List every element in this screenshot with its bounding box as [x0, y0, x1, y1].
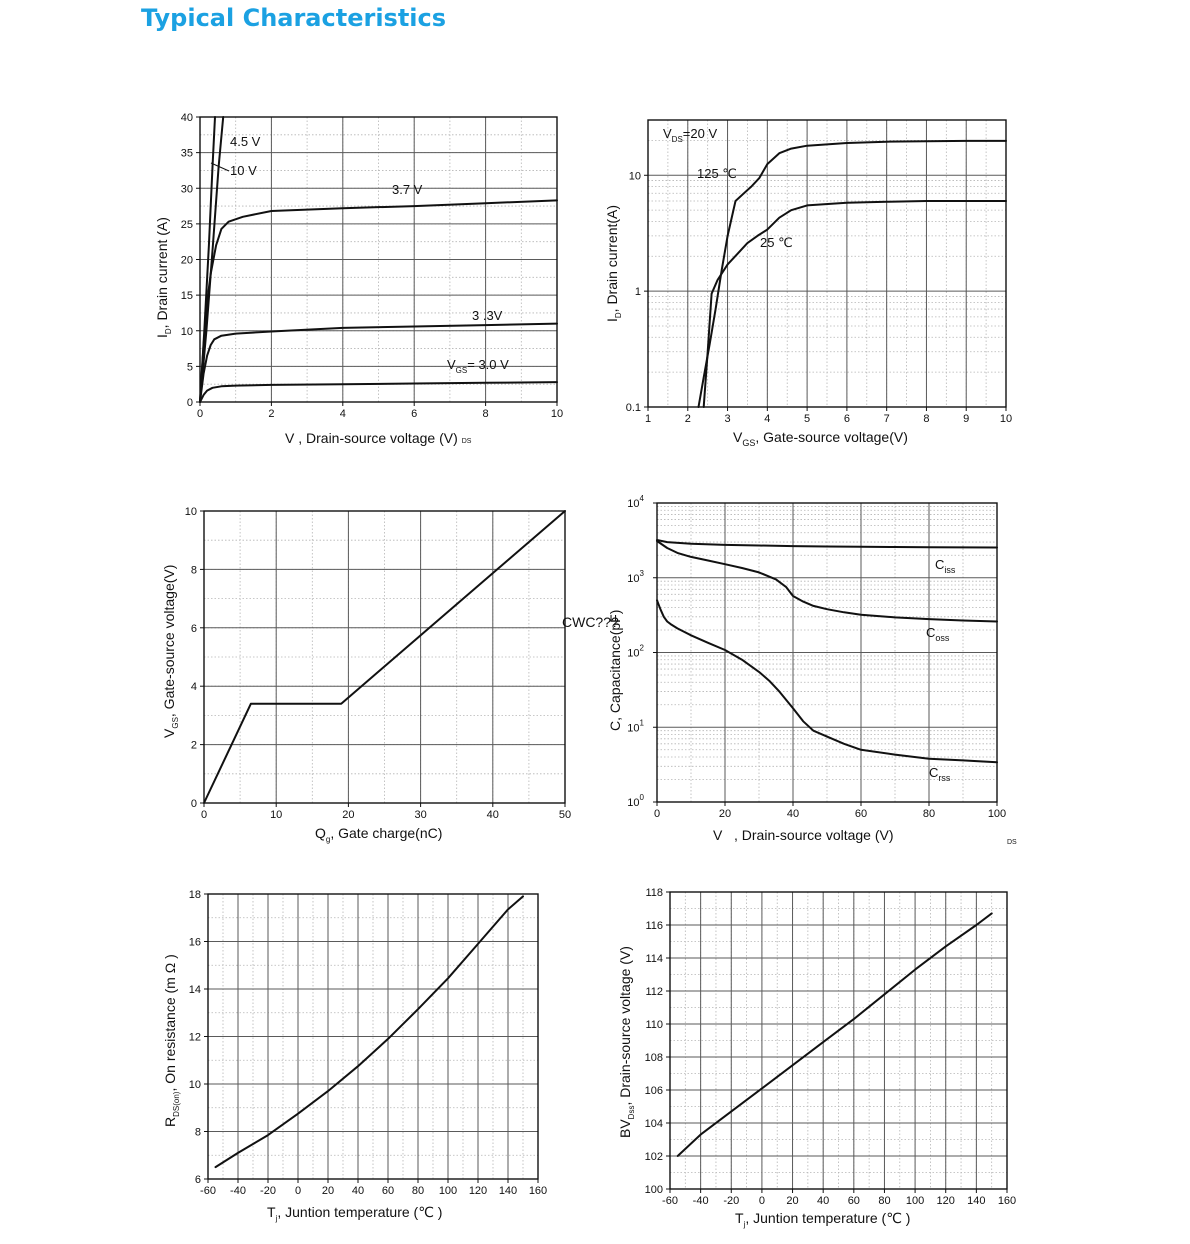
y-axis-label — [154, 217, 173, 338]
chart-ticks — [181, 112, 563, 420]
y-tick-label: $10^1$ — [627, 718, 644, 735]
x-tick-label: 0 — [196, 408, 204, 420]
y-axis-label-r: R — [162, 1116, 178, 1127]
series-line-rds-on — [216, 896, 524, 1167]
label-vds-v: V — [663, 126, 672, 141]
y-axis-label: C, Capacitance(pF) — [607, 609, 623, 731]
x-tick-label: 60 — [381, 1185, 395, 1197]
x-tick-label: -20 — [260, 1185, 276, 1197]
y-axis-label — [617, 946, 636, 1138]
y-tick-label: 10 — [628, 170, 641, 183]
x-tick-label: 20 — [718, 808, 732, 820]
x-tick-label: 6 — [411, 408, 418, 420]
y-axis-label — [162, 954, 181, 1127]
y-tick-exponent: 2 — [639, 643, 644, 653]
y-tick-label: $10^4$ — [627, 494, 644, 510]
y-tick-label: 10 — [184, 506, 197, 518]
y-axis-label-text: , Drain-source voltage (V) — [617, 946, 633, 1106]
series-line-ciss — [657, 540, 997, 548]
x-tick-label: 60 — [854, 808, 868, 820]
x-axis-label: V , Drain-source voltage (V) — [713, 827, 894, 843]
x-tick-label: 40 — [786, 808, 800, 820]
y-tick-label: 116 — [645, 920, 663, 932]
x-tick-label: 0 — [653, 808, 661, 820]
y-tick-label: 20 — [180, 254, 193, 267]
y-tick-label: $10^0$ — [627, 793, 644, 809]
x-tick-label: 8 — [482, 408, 489, 420]
y-tick-label: 6 — [194, 1174, 201, 1186]
x-axis-label-sub: DS — [461, 438, 472, 445]
label-3-0v-sub: GS — [455, 366, 468, 375]
y-tick-label: 110 — [645, 1019, 663, 1031]
y-axis-label-text: , Gate-source voltage(V) — [161, 564, 177, 718]
x-tick-label: 0 — [294, 1185, 302, 1197]
chart-frame — [204, 511, 565, 803]
x-tick-label: 80 — [878, 1195, 891, 1207]
x-axis-label-sub: g — [325, 835, 331, 844]
watermark: CWC??? — [562, 614, 619, 630]
y-tick-exponent: 0 — [639, 793, 644, 802]
y-axis-label-sub: GS — [171, 717, 180, 729]
y-tick-label: 5 — [186, 361, 193, 374]
x-tick-label: 140 — [498, 1185, 518, 1197]
label-4-5v: 4.5 V — [230, 134, 261, 149]
x-axis-label-sub: j — [743, 1220, 746, 1229]
label-crss — [929, 765, 951, 783]
x-tick-label: 60 — [847, 1195, 860, 1207]
x-axis-label-text: , Gate-source voltage(V) — [755, 429, 908, 445]
x-tick-label: 0 — [200, 809, 208, 821]
chart-ticks — [626, 170, 1012, 425]
y-axis-label-bv: BV — [617, 1119, 633, 1138]
chart-transfer — [595, 110, 1025, 455]
y-tick-label: 25 — [180, 218, 193, 231]
chart-grid — [648, 120, 1006, 407]
y-tick-label: 2 — [190, 739, 197, 752]
label-vds — [663, 126, 717, 144]
chart-series-layer — [678, 913, 992, 1156]
x-axis-label-sub: j — [275, 1214, 278, 1223]
x-tick-label: 20 — [786, 1195, 799, 1207]
label-ciss-c: C — [935, 557, 945, 572]
y-tick-label: 106 — [644, 1085, 663, 1097]
x-axis-label-sub: GS — [742, 438, 756, 448]
y-tick-label: 0 — [190, 798, 197, 810]
y-axis-label-sub: D — [614, 312, 623, 319]
y-tick-label: 102 — [644, 1151, 663, 1163]
chart-grid — [204, 511, 565, 803]
x-tick-label: 50 — [558, 809, 572, 821]
y-axis-label-v: V — [161, 728, 177, 738]
x-tick-label: 120 — [468, 1185, 488, 1197]
chart-grid — [208, 894, 538, 1179]
label-coss-sub: oss — [935, 633, 950, 643]
y-axis-label-text: , Drain current (A) — [154, 217, 170, 329]
y-tick-label: 112 — [645, 986, 663, 998]
x-tick-label: 4 — [339, 408, 346, 420]
y-tick-label: 0 — [186, 397, 193, 409]
x-tick-label: 120 — [936, 1195, 955, 1207]
y-tick-label: 100 — [644, 1184, 663, 1196]
y-tick-label: 8 — [194, 1126, 201, 1139]
x-tick-label: 2 — [684, 413, 691, 425]
y-tick-label: 10 — [188, 1079, 201, 1091]
label-3-0v-v: V — [447, 357, 456, 372]
x-axis-label-text: , Juntion temperature (℃ ) — [745, 1210, 911, 1226]
label-coss — [926, 625, 950, 643]
chart-series-layer — [204, 511, 565, 803]
y-tick-exponent: 3 — [639, 568, 644, 578]
chart-rdson — [150, 885, 580, 1230]
label-10v: 10 V — [230, 163, 257, 178]
label-3-0v-value: = 3.0 V — [467, 357, 509, 372]
x-tick-label: 10 — [999, 413, 1013, 425]
x-tick-label: 40 — [351, 1185, 365, 1197]
y-tick-exponent: 4 — [639, 494, 644, 503]
chart-output — [150, 110, 580, 455]
y-axis-label-i: I — [154, 334, 170, 338]
chart-series-layer — [216, 896, 524, 1167]
series-line-3-0-v — [200, 382, 557, 402]
y-tick-label: $10^2$ — [627, 643, 644, 660]
label-10v-leader — [211, 163, 229, 171]
y-tick-label: $10^3$ — [627, 568, 644, 585]
y-axis-label-sub: D — [164, 328, 173, 335]
y-tick-label: 30 — [180, 183, 193, 196]
x-tick-label: 80 — [922, 808, 936, 820]
y-tick-label: 0.1 — [625, 402, 641, 414]
y-axis-label-i: I — [604, 318, 620, 322]
y-tick-label: 10 — [180, 325, 193, 338]
y-axis-label — [161, 565, 180, 738]
y-tick-label: 4 — [190, 681, 197, 694]
y-tick-label: 108 — [644, 1052, 663, 1064]
label-3-0v — [447, 357, 509, 375]
x-tick-label: 160 — [997, 1195, 1017, 1207]
x-tick-label: 160 — [528, 1185, 548, 1197]
x-tick-label: 10 — [550, 408, 564, 420]
chart-bvdss — [595, 885, 1025, 1230]
series-line-bvdss — [678, 913, 992, 1156]
y-tick-label: 12 — [188, 1031, 201, 1044]
y-tick-label: 14 — [188, 984, 201, 996]
y-tick-label: 118 — [645, 887, 663, 899]
x-axis-label — [735, 1210, 910, 1229]
label-25c: 25 ℃ — [760, 235, 793, 250]
chart-grid — [670, 892, 1007, 1189]
y-tick-label: 16 — [188, 936, 201, 949]
x-tick-label: 9 — [963, 413, 970, 425]
x-axis-label-q: Q — [315, 825, 326, 841]
x-axis-label-t: T — [735, 1210, 744, 1226]
y-axis-label-sub: Dss — [627, 1105, 636, 1120]
x-tick-label: 7 — [883, 413, 890, 425]
label-crss-sub: rss — [938, 773, 951, 783]
x-tick-label: 140 — [967, 1195, 986, 1207]
x-tick-label: 40 — [817, 1195, 830, 1207]
y-axis-label-text: , On resistance (m Ω ) — [162, 954, 178, 1092]
x-tick-label: 8 — [923, 413, 930, 425]
x-tick-label: 20 — [342, 809, 355, 821]
x-axis-label-sub: DS — [1007, 839, 1017, 846]
y-tick-label: 1 — [634, 286, 641, 299]
y-tick-label: 15 — [180, 290, 193, 303]
y-tick-label: 8 — [190, 564, 197, 577]
x-tick-label: 10 — [270, 809, 283, 821]
x-tick-label: 2 — [268, 408, 275, 420]
x-tick-label: 3 — [724, 413, 731, 425]
x-tick-label: -40 — [692, 1195, 709, 1207]
label-ciss-sub: iss — [944, 565, 956, 575]
label-coss-c: C — [926, 625, 936, 640]
x-tick-label: 6 — [843, 413, 850, 425]
x-axis-label-v: V — [733, 429, 743, 445]
y-tick-label: 6 — [190, 622, 197, 635]
x-tick-label: 30 — [414, 809, 427, 821]
label-ciss — [935, 557, 956, 575]
y-tick-label: 18 — [188, 889, 201, 901]
y-axis-label — [604, 205, 623, 322]
x-tick-label: -40 — [230, 1185, 246, 1197]
x-axis-label — [315, 825, 442, 844]
y-tick-exponent: 1 — [639, 718, 644, 728]
x-tick-label: 1 — [644, 413, 652, 425]
y-tick-label: 114 — [645, 953, 663, 965]
series-line-vgs — [204, 511, 565, 803]
label-vds-value: =20 V — [682, 126, 718, 141]
label-crss-c: C — [929, 765, 939, 780]
x-axis-label — [267, 1204, 442, 1223]
x-tick-label: 0 — [758, 1195, 765, 1207]
y-tick-label: 35 — [180, 147, 193, 160]
label-vds-sub: DS — [671, 135, 683, 144]
x-tick-label: -20 — [723, 1195, 740, 1207]
page-title: Typical Characteristics — [141, 4, 447, 32]
x-axis-label-text: , Juntion temperature (℃ ) — [277, 1204, 443, 1220]
x-axis-label — [285, 430, 472, 446]
x-axis-label-text: , Gate charge(nC) — [330, 825, 443, 841]
label-125c: 125 ℃ — [697, 166, 737, 181]
x-tick-label: 40 — [486, 809, 499, 821]
series-line-25 — [704, 201, 1006, 407]
x-tick-label: 100 — [438, 1185, 458, 1197]
y-axis-label-sub: DS(on) — [172, 1091, 181, 1117]
chart-gate-charge — [150, 500, 580, 845]
x-tick-label: -60 — [200, 1185, 216, 1197]
x-axis-label-t: T — [267, 1204, 276, 1220]
x-axis-label — [733, 429, 908, 448]
label-3-7v: 3.7 V — [392, 182, 423, 197]
y-tick-label: 104 — [644, 1118, 663, 1130]
y-tick-label: 40 — [180, 112, 193, 124]
x-axis-label-text: V , Drain-source voltage (V) — [285, 430, 458, 446]
x-tick-label: -60 — [662, 1195, 678, 1207]
y-axis-label-text: , Drain current(A) — [604, 204, 620, 313]
x-tick-label: 5 — [804, 413, 811, 425]
x-tick-label: 4 — [764, 413, 771, 425]
x-tick-label: 100 — [905, 1195, 925, 1207]
x-tick-label: 100 — [987, 808, 1007, 820]
x-tick-label: 20 — [321, 1185, 335, 1197]
label-3-3v: 3 .3V — [472, 308, 503, 323]
x-tick-label: 80 — [411, 1185, 425, 1197]
